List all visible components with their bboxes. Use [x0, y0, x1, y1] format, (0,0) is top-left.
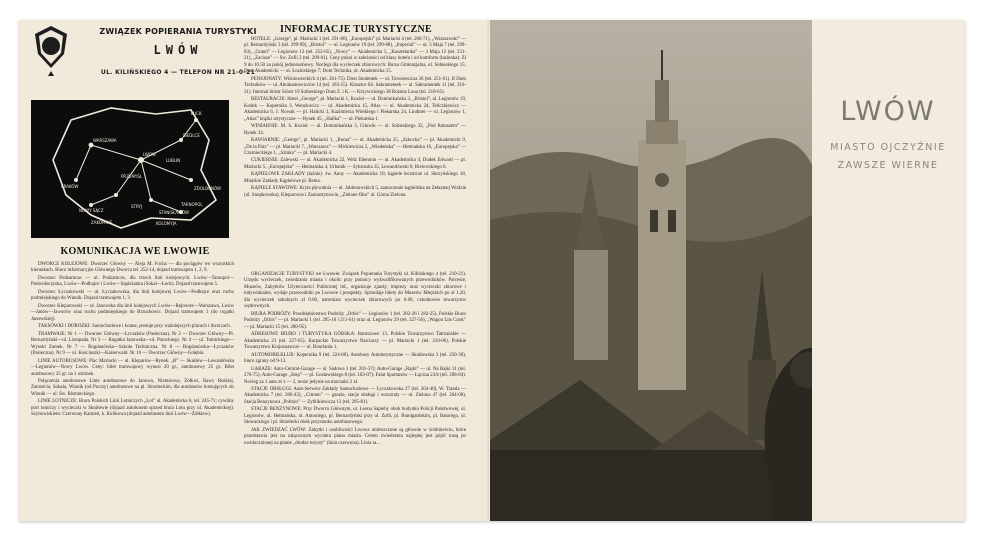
- map-label: NOWY SĄCZ: [79, 208, 104, 213]
- map-label: LWÓW: [143, 152, 156, 157]
- cover-subtitle-line2: ZAWSZE WIERNE: [837, 160, 939, 171]
- text-paragraph: ORGANIZACJE TURYSTYKI we Lwowie: Związek Popierania Turystyki ul. Kilińskiego 4 (tel. 210-21). Urzędu wycieczek, zwiedzania miasta i okolic przy pomocy wykwalifikowanych przewodników. Parcesie, Muzeów, Zabytków Użyteczności Publicznej itd., organizuje zjazdy, imprezy oraz wycieczki zbiorowe i indywidualne, wydaje przewodniki po Lwowie i prospekty. Sprzedaje bilety do Muzeów Miejskich po zł 1.20, dla wycieczek szkolnych zł 0.60, natomiast wycieczek zbiorowych po 0.60, członkowie towarzystw wędrownych.: [244, 272, 466, 310]
- text-paragraph: TRAMWAJE: Nr 1 — Dworzec Główny—Łyczaków (Pasieczna). Nr 2 — Dworzec Główny—Pl. Bernardyński—ul. Listopada. Nr 3 — Rogatka Janowska—ul. Potockiego. Nr 4 — ul. Tomickiego—Wysoki Zamek. Nr 7 — Bogdanówka—Szkoła Techniczna. Nr 8 — Bogdanówka—Łyczaków (Pasieczna). Nr 9 — ul. Kościuszki—Kaiserwald. Nr 10 — Dworzec Główny—Gołębia.: [31, 331, 234, 357]
- text-paragraph: KĄPIELE STAWOWE: Kryta pływalnia — ul. Jabłonowskich 5, zamoczenie kąpieliska na Zełazmej Wodzie (ul. Snopkowska), Kleparowie i Zamarstynowie, „Zielone Oko” ul. Górna Zielona.: [244, 186, 466, 198]
- tourist-info-text-lower: [244, 272, 466, 448]
- text-paragraph: WINIARNIE: M. S. Kozioł — ul. Dominikańska 3, Ciłowik — ul. Sobieskiego 32, „Pod Ratuszem” — Rynek 34.: [244, 124, 466, 136]
- map-label: WARSZAWA: [93, 138, 117, 143]
- text-paragraph: TAKSÓWKI i DOROŻKI: Samochodowe i konne, postoje przy ważniejszych placach i dworcach.: [38, 324, 231, 330]
- text-paragraph: KAWIARNIE: „George”, pl. Mariacki 1, „Roma” — ul. Akademicka 25, „Szkocka” — pl. Akademicki 9, „De la Paix” — pl. Mariacki 7, „Warszawa” — Mickiewicza 2, „Wiedeńska” — Hetmańska 16, „Europejska” — Czarnieckiego 1, „Sztuka” — pl. Mariacki 4.: [244, 138, 466, 156]
- text-paragraph: CUKIERNIE: Zalewski — ul. Akademicka 22, Welz Ebenmin — ul. Akademicka 4, Dudek Edward — pl. Mariacki 5, „Europejska” — Hetmańska 4, Urbanik — Sykstuska 35, Lewandówski 8, Bielowskiego 6.: [244, 158, 466, 170]
- railway-map: [31, 100, 229, 238]
- tourist-info-heading: INFORMACJE TURYSTYCZNE: [280, 24, 432, 35]
- organization-address: UL. KILIŃSKIEGO 4 — TELEFON NR 21-0-21: [100, 69, 256, 76]
- map-label: STANISŁAWÓW: [159, 210, 189, 215]
- tourist-info-text-upper: [244, 37, 466, 200]
- map-label: ŁUCK: [191, 111, 202, 116]
- city-photograph: [490, 20, 812, 521]
- text-paragraph: GARAŻE: Auto-Central-Garage — ul. Sadowa 3 (tel. 201-37); Auto-Garage „Rajki” — ul. Na Bajki 31 (tel. 276-75); Auto-Garage „Stop” — pl. Gosławskiego 8 (tel. 103-07); Falat Spartanów — Łączna 23/b (tel. 208-04). Nocleg za 1 auto zł 1 — 2, może jedynie na mocnalsi 2 zł.: [244, 366, 466, 385]
- text-paragraph: DWORCE KOLEJOWE: Dworzec Główny — Aleja M. Focha — dla pociągów we wszystkich kierunkach. Biuro informacyjne Głównego Dworca tel. 252-14, dojazd tramwajem 1, 2, 9.: [31, 262, 234, 274]
- cover-title: LWÓW: [840, 96, 936, 127]
- map-label: STRYJ: [131, 204, 143, 209]
- text-paragraph: RESTAURACJE: Hotel „George”, pl. Mariacki 1, Kozioł — ul. Dominikańska 3, „Bristol”, ul. Legionów 19, Kodek — Kopernika 3, Wenzlowicz — ul. Akademicka 15, Atlas — ul. Akademicka 24, Teliczkiewicz — Akademicka 6, J. Nowak — pl. Halicki 3, Kazimierza Wielkiego i Piekarska 24, Lindtner — ul. Legionów 1, „Atlas” krążki artystyczne — Rynek 45, „Hallka” — ul. Piekarska 1.: [244, 97, 466, 122]
- zpt-logo-icon: [30, 24, 72, 76]
- map-label: SIEDLCE: [183, 133, 200, 138]
- map-label: KRAKÓW: [61, 184, 79, 189]
- text-paragraph: LINIE AUTOBUSOWE: Plac Mariacki — ul. Kleparów—Rynek. „B” — Skniłów—Lewandówka—Legionów—Nowy Lwów. Ceny: bilet tramwajowy wynosi 20 gr., autobusowy 25 gr. Bilet autobusowy 25 gr. na 1 odcinek.: [31, 358, 234, 377]
- text-paragraph: Dworzec Podzamcze — ul. Podzamcze, dla trzech linii kolejowych: Lwów—Tarnopol—Podwołoczyska, Lwów—Podhajce i Lwów—Sapieżanka (Sokal—Łuck). Dojazd tramwajem 5.: [31, 275, 234, 288]
- text-paragraph: PENSJONATY: Wiśniowieckich 4 (tel. 261-75). Dom Studentek — ul. Torosiewicza 36 (tel. 251-61). II Dom Techników — ul. Abrahamowiczów 14 (tel. 183-55). Klasztor SS. Sakramentek — ul. Sakramentek 11 (tel. 316-31). Internat Sióstr Sióstr 19 Sobieskiego Dom Z. i K. — Krzywickiego 38 Bozena Lona (tel. 218-65).: [244, 76, 466, 95]
- cover-subtitle-line1: MIASTO OJCZYŹNIE: [830, 142, 946, 153]
- communication-heading: KOMUNIKACJA WE LWOWIE: [60, 246, 210, 257]
- map-label: PRZEMYŚL: [121, 174, 143, 179]
- map-label: ZDOLBUNÓW: [194, 186, 221, 191]
- communication-text: [31, 262, 234, 420]
- text-paragraph: JAK ZWIEDZAĆ LWÓW: Zabytki i osobliwości Lwowa umieszczone są głównie w śródmieściu, które przedstawia jest na załączonym wycinku planu miasta. Celem zwiedzenia najlepiej jest pójść trasą po uwidocznionej na planie „drodze turysty” (linia czerwona). Linia ta...: [244, 427, 466, 446]
- text-paragraph: AUTOMOBILKLUB: Kopernika 9 (tel. 224-00). Autobusy Autoturystyczne — Skniłowska 3 (tel. 250-30), biuro zgrany od 9-13.: [244, 352, 466, 365]
- text-paragraph: STACJE BENZYNOWE: Przy Dworcu Głównym, ul. Leona Sapiehy obok budynku Policji Państwowej, ul. Legionów, ul. Hetmańska, ul. Antoniego, pl. Bernardyński przy ul. Zofii, pl. Bundgardskim, pl. Batorego, ul. Słowackiego i pl. Strzelecki obok przystanku autobusowego.: [244, 407, 466, 426]
- text-paragraph: ADRESOWE BIURO i TURYSTYKA GÓRSKA: Ratuszowe 13, Polskie Towarzystwo Tatrzańskie — Akademicka 23 (tel. 227-65), Karpackie Towarzystwo Narciarzy — pl. Mariacki 1 (tel. 310-06), Polskie Towarzystwo Krajoznawcze — ul. Bourlarda 1.: [244, 332, 466, 351]
- map-label: KOLOMYJA: [156, 221, 177, 226]
- text-paragraph: Połączenia autobusowe Linie autobusowe do Janowa, Niemirowa, Żółkwi, Rawy Ruskiej, Zamościa, Sokala, Winnik (od Poczty) autobusowe na pl. Strzeleckim, dla autobusów kursujących do Winnik — ul. Św. Bistrzeckiego.: [31, 378, 234, 397]
- map-label: TARNOPOL: [181, 202, 203, 207]
- text-paragraph: Dworzec Kleparowski — ul. Janowska dla linii kolejowych Lwów—Rejowiec—Warszawa, Lwów—Janów—Jaworów oraz ruchu podmiejskiego do Brzuchowic. Dojazd tramwajem 3 (do rogatki Janowskiej).: [31, 303, 234, 322]
- map-label: ZAKOPANE: [91, 220, 113, 225]
- text-paragraph: KĄPIELOWE ZAKŁADY (łaźnie): św. Anny — Akademicka 10; kąpiele lecznicze ul. Skrzyńskiego 18, Miejskie Zakłady Kąpielowe pl. Bema.: [244, 172, 466, 184]
- text-paragraph: STACJE OBSŁUGI: Auto-Serwice Zakłady Samochodowe — Łyczakowska 27 (tel. 204-40), W. Tranda — Akademicka 7 (tel. 206-43), „Citroen” — garaże, stacje obsługi i warsztaty — ul. Zielona 47 (tel. 264-08), Stacja Benzynowa „Polmin” — Zyblikiewicza 13 (tel. 295-81).: [244, 386, 466, 405]
- city-title: LWÓW: [153, 43, 203, 57]
- text-paragraph: Dworzec Łyczakowski — ul. Łyczakowska, dla linii kolejowej Lwów—Podhajce oraz ruchu podmiejskiego do Winnik. Dojazd tramwajem 1, 3.: [31, 289, 234, 302]
- organization-name: ZWIĄZEK POPIERANIA TURYSTYKI: [99, 27, 257, 36]
- text-paragraph: HOTELE: „George”, pl. Mariacki 1 (tel. 291-80), „Europejski” pl. Mariacki 4 (tel. 200-71), „Warszawski” — pl. Bernardyński 3 (tel. 299-99), „Bristol” — ul. Legionów 19 (tel. 299-68), „Imperial” — ul. 3 Maja 7 (tel. 299-83), „Grand” — Legionów 13 (tel. 252-65), „Nowy” — Akademicka 5, „Kasztelanka” — 3 Maja 12 (tel. 231-21), „Zacisze” — Sw. Zofii 2 (tel. 209-01). Ceny pokoi w zależności od klasy hotelu i od komfortu (łazienka): Zł 9 do 10.50 za pokój jednoosobowy. Noclegi dla wycieczek zbiorowych: Bursa Gimnazjalna, ul. Sobieskiego 15; Dom Akademicki — ul. Łozińskiego 7; Dom Technika, ul. Akademicka 15.: [244, 37, 466, 75]
- map-label: LUBLIN: [166, 158, 181, 163]
- text-paragraph: BIURA PODRÓŻY: Przedsiębiorstwo Podróży „Orbis” — Legionów 1 (tel. 282-26 i 282-25), Polskie Biuro Podróży „Orbis” — pl. Mariacki 1 (tel. 295-10 i 211-61) oraz ul. Legionów 29 (tel. 227-56), „Wagon Lits Cook” — pl. Mariacki 15 (tel. 280-95).: [244, 311, 466, 330]
- text-paragraph: LINIE LOTNICZE: Biuro Polskich Linii Lotniczych „Lot” ul. Akademicka 8, tel. 245-71; cywilny port lotniczy i wycieczki w Skniłowie (dojazd autobusem sprzed biura Lotu przy ul. Akademickiej). Szybowiskiem: Czerwony Kamień, k. Kulikowa (dojazd autobusem linii Lwów—Żółkiew).: [31, 399, 234, 418]
